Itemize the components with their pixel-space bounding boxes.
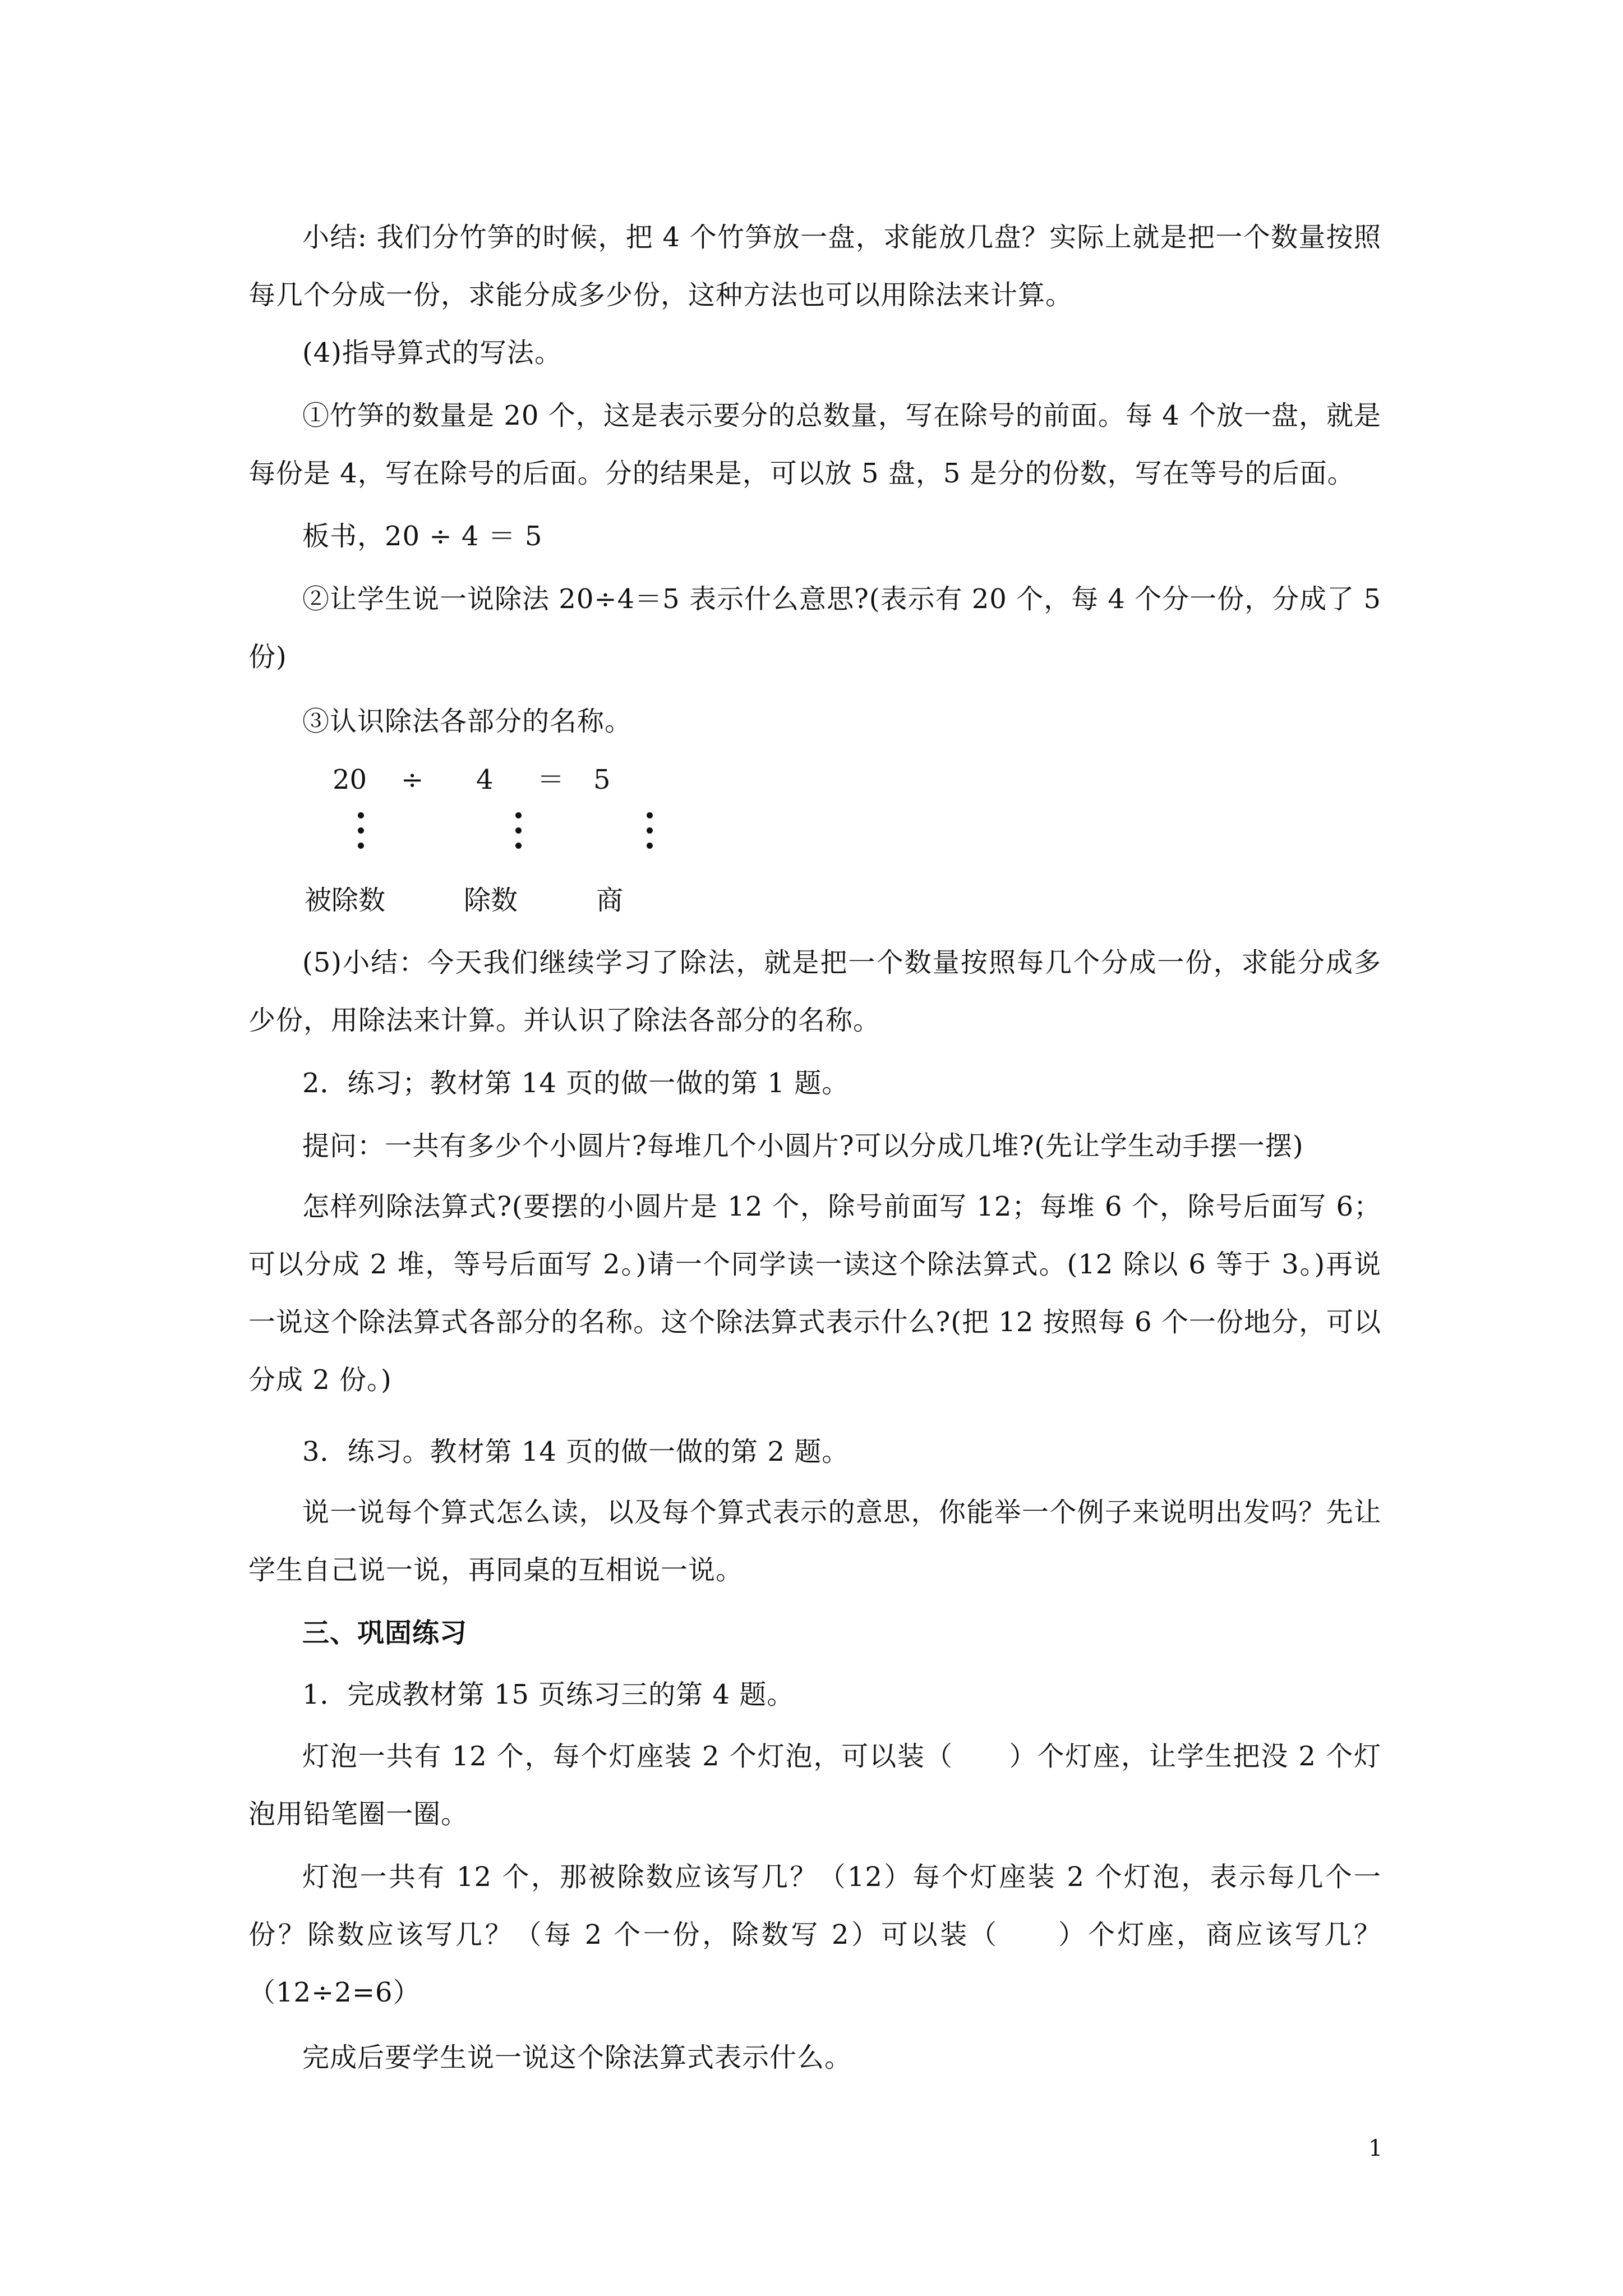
divisor-term: 4 [476, 764, 494, 795]
vertical-dots-icon [357, 812, 365, 852]
page-number: 1 [1368, 2136, 1383, 2161]
paragraph-writing-guide: (4)指导算式的写法。 [302, 337, 562, 369]
paragraph-bulbs-1: 灯泡一共有 12 个，每个灯座装 2 个灯泡，可以装（ ）个灯座，让学生把没 2 个灯泡用铅笔圈一圈。 [248, 1741, 1381, 1830]
divide-sign: ÷ [401, 764, 424, 795]
paragraph-exercise-3: 3．练习。教材第 14 页的做一做的第 2 题。 [302, 1436, 850, 1467]
paragraph-step-1: ①竹笋的数量是 20 个，这是表示要分的总数量，写在除号的前面。每 4 个放一盘，就是每份是 4，写在除号的后面。分的结果是，可以放 5 盘，5 是分的份数，写在等号的后面。 [248, 400, 1381, 489]
paragraph-board-writing: 板书，20 ÷ 4 ＝ 5 [302, 521, 543, 552]
paragraph-exercise-2: 2．练习；教材第 14 页的做一做的第 1 题。 [302, 1068, 850, 1099]
vertical-dots-icon [514, 812, 522, 852]
label-quotient: 商 [596, 885, 624, 916]
paragraph-summary-2: (5)小结：今天我们继续学习了除法，就是把一个数量按照每几个分成一份，求能分成多少份，用除法来计算。并认识了除法各部分的名称。 [248, 947, 1381, 1036]
paragraph-say-each: 说一说每个算式怎么读，以及每个算式表示的意思，你能举一个例子来说明出发吗？先让学生自己说一说，再同桌的互相说一说。 [248, 1497, 1381, 1586]
equals-sign: ＝ [537, 764, 565, 795]
paragraph-how-to-write: 怎样列除法算式?(要摆的小圆片是 12 个，除号前面写 12；每堆 6 个，除号后面写 6；可以分成 2 堆，等号后面写 2。)请一个同学读一读这个除法算式。(12 除以 6 等于 3。)再说一说这个除法算式各部分的名称。这个除法算式表示什么?(把 12 按照每 6 个一份地分，可以分成 2 份。) [248, 1191, 1381, 1396]
section-heading-practice: 三、巩固练习 [302, 1617, 468, 1649]
dividend-term: 20 [333, 764, 367, 795]
paragraph-summary-1: 小结: 我们分竹笋的时候，把 4 个竹笋放一盘，求能放几盘？实际上就是把一个数量按照每几个分成一份，求能分成多少份，这种方法也可以用除法来计算。 [248, 222, 1381, 311]
paragraph-step-3: ③认识除法各部分的名称。 [302, 706, 633, 737]
vertical-dots-icon [645, 812, 653, 852]
label-divisor: 除数 [464, 885, 518, 916]
paragraph-question: 提问：一共有多少个小圆片?每堆几个小圆片?可以分成几堆?(先让学生动手摆一摆) [302, 1130, 1304, 1162]
paragraph-bulbs-2: 灯泡一共有 12 个，那被除数应该写几？（12）每个灯座装 2 个灯泡，表示每几个一份？除数应该写几？（每 2 个一份，除数写 2）可以装（ ）个灯座，商应该写几？（12÷2=6） [248, 1861, 1381, 2008]
paragraph-complete-textbook: 1．完成教材第 15 页练习三的第 4 题。 [302, 1679, 795, 1710]
paragraph-after-completion: 完成后要学生说一说这个除法算式表示什么。 [302, 2042, 852, 2073]
paragraph-step-2: ②让学生说一说除法 20÷4＝5 表示什么意思?(表示有 20 个，每 4 个分一份，分成了 5 份) [248, 583, 1381, 673]
quotient-term: 5 [593, 764, 611, 795]
label-dividend: 被除数 [305, 885, 386, 916]
